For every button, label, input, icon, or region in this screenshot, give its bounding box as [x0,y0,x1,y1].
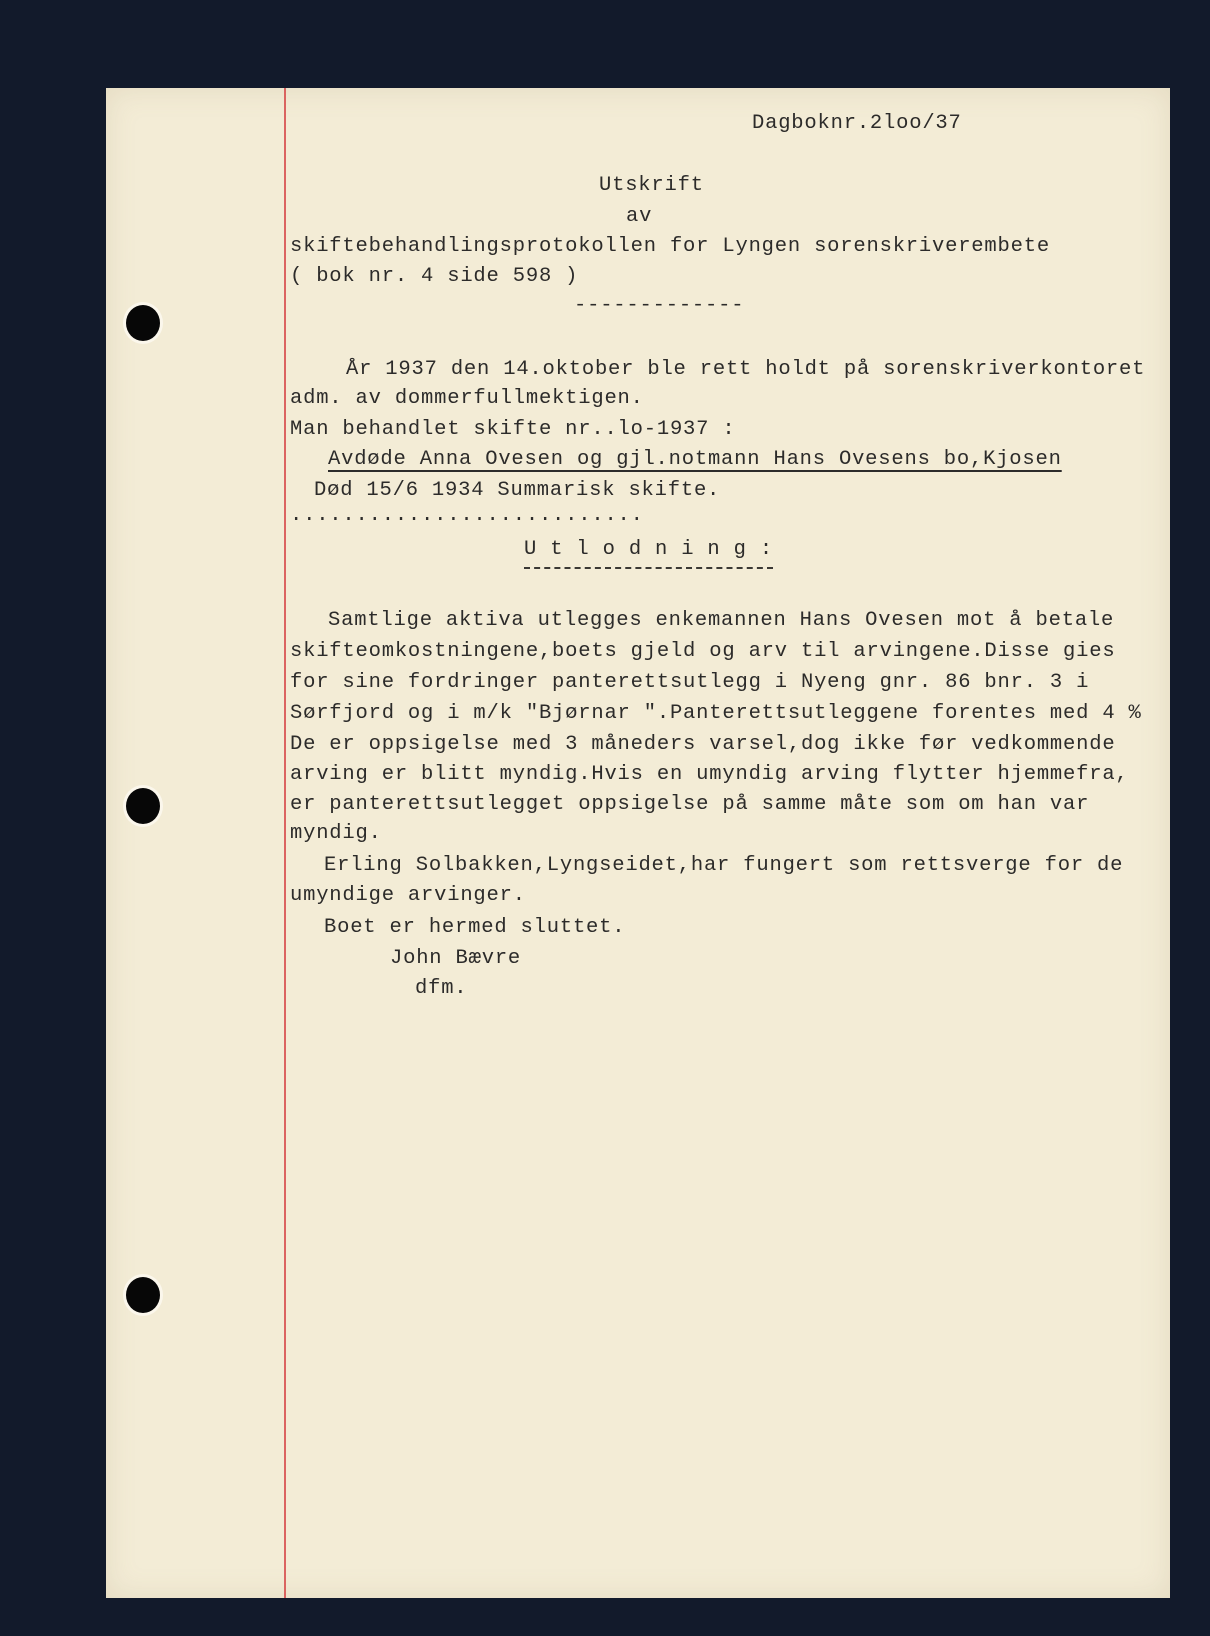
section-line-7: er panterettsutlegget oppsigelse på samme måte som om han var [290,793,1090,816]
section-line-11: Boet er hermed sluttet. [324,916,626,939]
intro-line-1: År 1937 den 14.oktober ble rett holdt på sorenskriverkontoret [346,358,1146,381]
intro-line-3: Man behandlet skifte nr..lo-1937 : [290,418,736,441]
dotted-separator: ........................... [290,504,644,527]
punch-hole-bottom [126,1277,160,1313]
section-heading: U t l o d n i n g : [524,540,773,569]
document-title: Utskrift [599,174,704,197]
red-margin-line [284,88,286,1598]
section-line-8: myndig. [290,822,382,845]
intro-line-2: adm. av dommerfullmektigen. [290,387,644,410]
case-title: Avdøde Anna Ovesen og gjl.notmann Hans Ovesens bo,Kjosen [328,448,1062,471]
document-subtitle: skiftebehandlingsprotokollen for Lyngen sorenskriverembete [290,235,1050,258]
punch-hole-top [126,305,160,341]
section-line-10: umyndige arvinger. [290,884,526,907]
section-line-3: for sine fordringer panterettsutlegg i Nyeng gnr. 86 bnr. 3 i [290,671,1090,694]
signature-title: dfm. [415,977,468,1000]
book-reference: ( bok nr. 4 side 598 ) [290,265,579,288]
header-separator: ------------- [574,294,745,317]
signature-name: John Bævre [390,947,522,970]
section-line-2: skifteomkostningene,boets gjeld og arv til arvingene.Disse gies [290,640,1116,663]
document-title-av: av [626,205,653,228]
punch-hole-middle [126,788,160,824]
section-line-1: Samtlige aktiva utlegges enkemannen Hans Ovesen mot å betale [328,609,1115,632]
section-line-6: arving er blitt myndig.Hvis en umyndig arving flytter hjemmefra, [290,763,1129,786]
section-line-9: Erling Solbakken,Lyngseidet,har fungert som rettsverge for de [324,854,1124,877]
document-page [106,88,1170,1598]
case-subtitle: Død 15/6 1934 Summarisk skifte. [314,479,721,502]
diary-number: Dagboknr.2loo/37 [752,112,962,135]
section-line-5: De er oppsigelse med 3 måneders varsel,dog ikke før vedkommende [290,733,1116,756]
section-line-4: Sørfjord og i m/k "Bjørnar ".Panterettsutleggene forentes med 4 % [290,702,1142,725]
